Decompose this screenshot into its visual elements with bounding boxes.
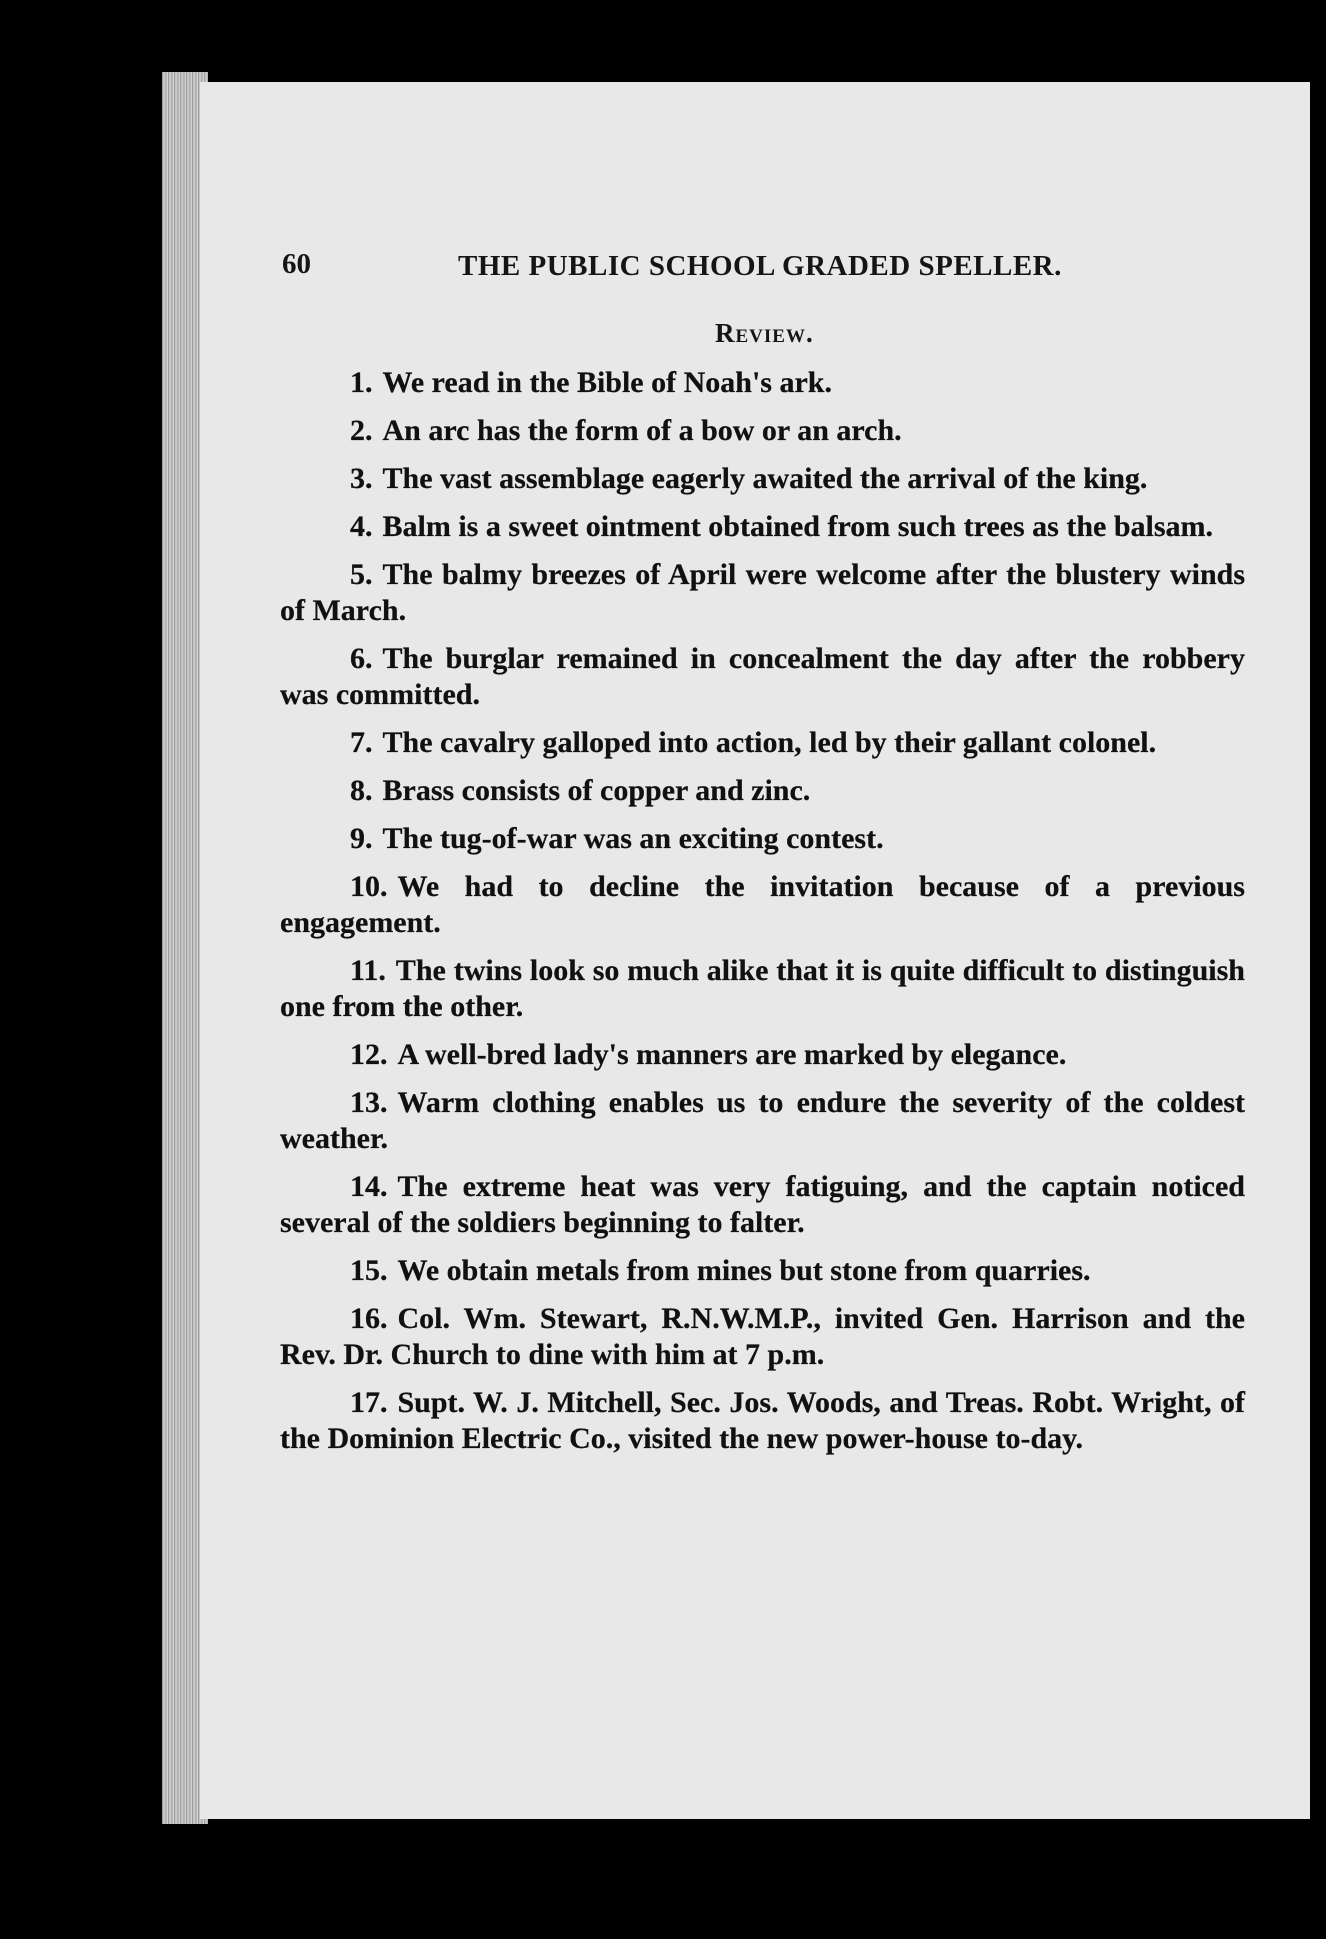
item-number: 15. <box>350 1254 388 1287</box>
review-item <box>280 1169 1245 1241</box>
item-number: 11. <box>350 954 386 987</box>
item-number: 17. <box>350 1386 388 1419</box>
item-number: 16. <box>350 1302 388 1335</box>
review-item <box>280 1253 1245 1289</box>
item-text: A well-bred lady's manners are marked by elegance. <box>397 1038 1067 1071</box>
item-text: Brass consists of copper and zinc. <box>382 774 811 807</box>
item-number: 12. <box>350 1038 388 1071</box>
review-item <box>280 557 1245 629</box>
item-text: We read in the Bible of Noah's ark. <box>382 366 832 399</box>
item-text: We had to decline the invitation because of a previous engagement. <box>280 870 1245 939</box>
item-number: 9. <box>350 822 373 855</box>
item-text: The burglar remained in concealment the day after the robbery was committed. <box>280 642 1245 711</box>
review-item <box>280 1385 1245 1457</box>
review-list <box>280 365 1245 1469</box>
item-text: An arc has the form of a bow or an arch. <box>382 414 902 447</box>
review-item <box>280 725 1245 761</box>
item-text: The extreme heat was very fatiguing, and the captain noticed several of the soldiers beginning to falter. <box>280 1170 1245 1239</box>
review-item <box>280 413 1245 449</box>
item-text: The balmy breezes of April were welcome after the blustery winds of March. <box>280 558 1245 627</box>
item-text: Warm clothing enables us to endure the severity of the coldest weather. <box>280 1086 1245 1155</box>
review-item <box>280 1301 1245 1373</box>
item-text: The vast assemblage eagerly awaited the arrival of the king. <box>382 462 1148 495</box>
review-item <box>280 1085 1245 1157</box>
item-number: 6. <box>350 642 373 675</box>
item-number: 3. <box>350 462 373 495</box>
page-header <box>282 248 1092 298</box>
item-text: The cavalry galloped into action, led by their gallant colonel. <box>382 726 1157 759</box>
item-text: We obtain metals from mines but stone from quarries. <box>397 1254 1091 1287</box>
item-text: Supt. W. J. Mitchell, Sec. Jos. Woods, and Treas. Robt. Wright, of the Dominion Electric Co., visited the new power-house to-day. <box>280 1386 1245 1455</box>
item-number: 8. <box>350 774 373 807</box>
running-title: THE PUBLIC SCHOOL GRADED SPELLER. <box>458 250 1062 282</box>
item-number: 5. <box>350 558 373 591</box>
review-item <box>280 773 1245 809</box>
item-number: 1. <box>350 366 373 399</box>
item-text: The tug-of-war was an exciting contest. <box>382 822 884 855</box>
review-item <box>280 953 1245 1025</box>
item-text: Col. Wm. Stewart, R.N.W.M.P., invited Gen. Harrison and the Rev. Dr. Church to dine with him at 7 p.m. <box>280 1302 1245 1371</box>
item-number: 14. <box>350 1170 388 1203</box>
page-number: 60 <box>282 248 311 280</box>
item-number: 10. <box>350 870 388 903</box>
review-item <box>280 1037 1245 1073</box>
review-item <box>280 821 1245 857</box>
review-item <box>280 641 1245 713</box>
section-heading: Review. <box>715 318 814 348</box>
review-item <box>280 509 1245 545</box>
item-text: Balm is a sweet ointment obtained from such trees as the balsam. <box>382 510 1214 543</box>
review-item <box>280 461 1245 497</box>
review-item <box>280 869 1245 941</box>
item-number: 13. <box>350 1086 388 1119</box>
item-number: 4. <box>350 510 373 543</box>
item-number: 7. <box>350 726 373 759</box>
item-text: The twins look so much alike that it is quite difficult to distinguish one from the other. <box>280 954 1245 1023</box>
review-item <box>280 365 1245 401</box>
item-number: 2. <box>350 414 373 447</box>
